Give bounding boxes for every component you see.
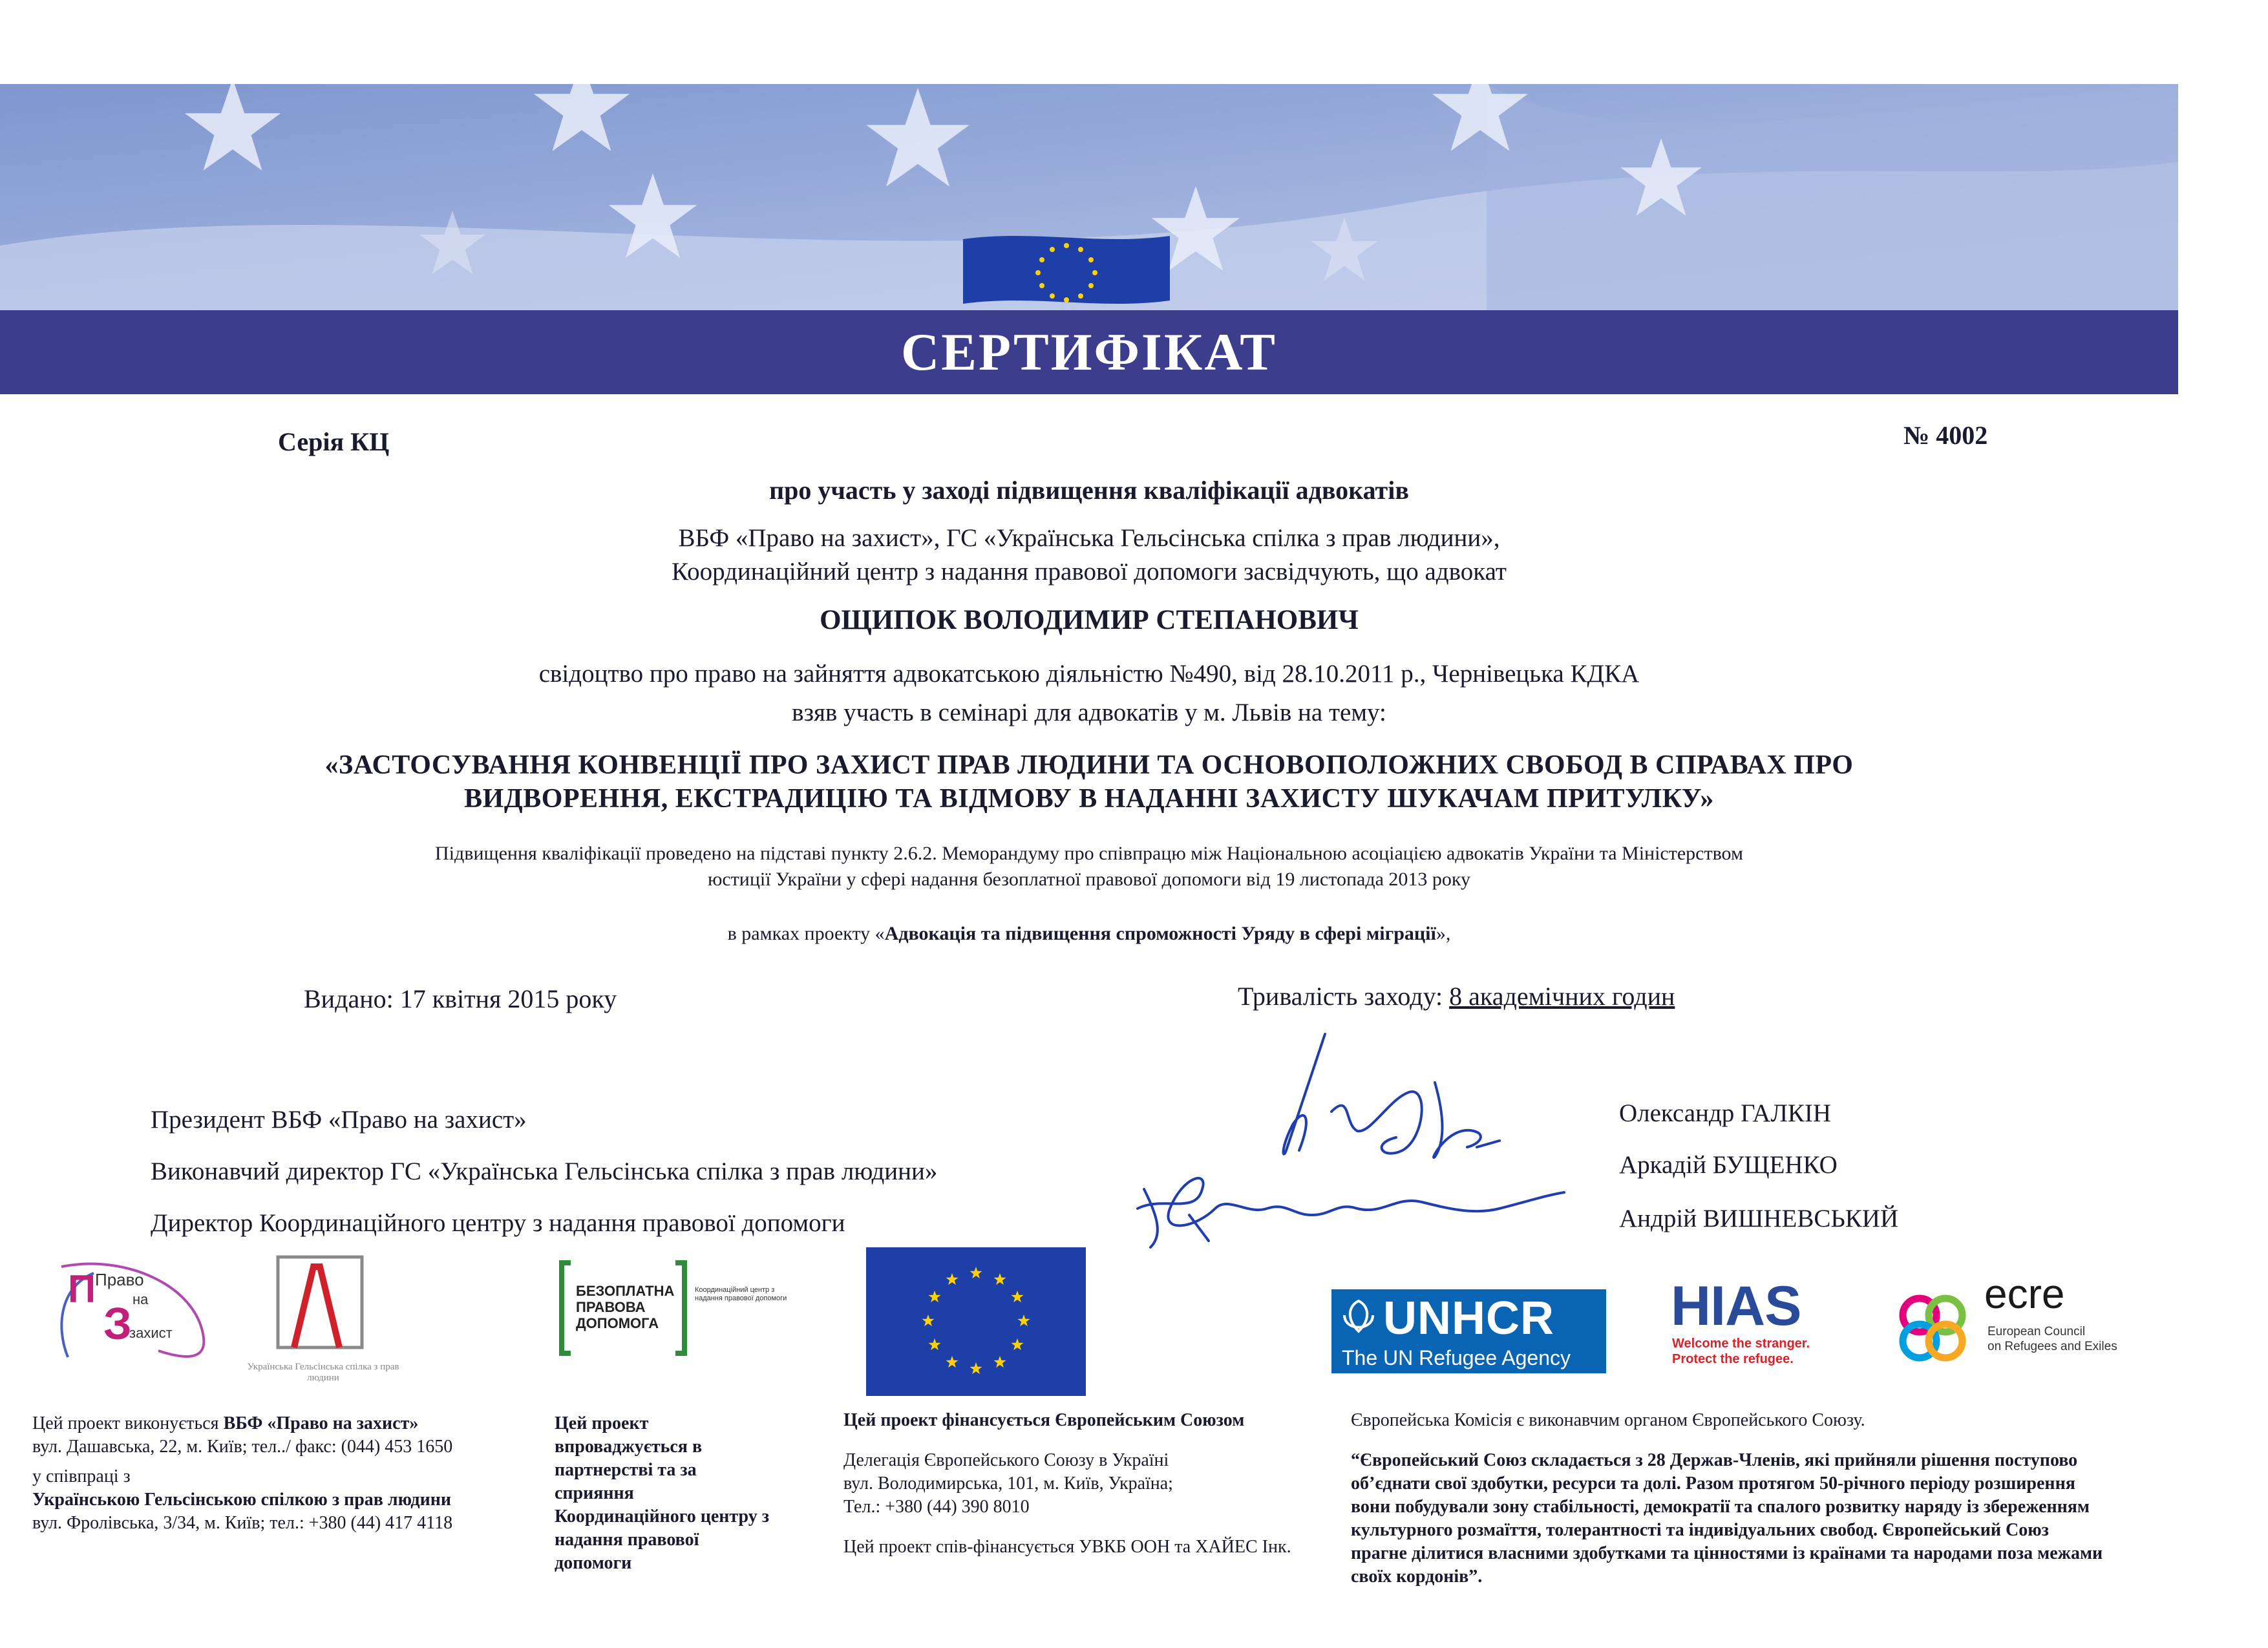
legal-aid-bracket-left-icon — [559, 1260, 571, 1356]
footer-col1-cooperation: у співпраці з — [32, 1466, 131, 1486]
license-info: свідоцтво про право на зайняття адвокатською діяльністю №490, від 28.10.2011 р., Чернівецька КДКА — [538, 660, 1640, 688]
footer-col2-line: партнерстві та за — [555, 1460, 697, 1480]
banner-eu-flag-icon — [963, 236, 1170, 304]
certificate-number: № 4002 — [1903, 421, 1988, 450]
footer-col-eu-statement — [1351, 1409, 2146, 1589]
pravo-logo-line1: Право — [95, 1270, 144, 1289]
header-banner — [0, 84, 2178, 310]
ecre-sub-1: European Council — [1987, 1325, 2086, 1338]
footer-col2-line: надання правової — [555, 1530, 699, 1550]
project-prefix: в рамках проекту « — [727, 923, 885, 944]
hias-sub-2: Protect the refugee. — [1672, 1352, 1794, 1366]
signatory-name-1: Олександр ГАЛКІН — [1619, 1099, 1832, 1127]
legal-aid-bracket-right-icon — [675, 1260, 687, 1356]
duration-label: Тривалість заходу: — [1238, 982, 1450, 1011]
project-suffix: », — [1436, 923, 1451, 944]
legal-aid-side-text: Координаційний центр з надання правової допомоги — [695, 1286, 787, 1302]
footer-col2-line: Цей проект — [555, 1413, 649, 1433]
issue-date: Видано: 17 квітня 2015 року — [304, 984, 617, 1013]
footer-col2-line: сприяння — [555, 1483, 634, 1503]
topic-line-1: «ЗАСТОСУВАННЯ КОНВЕНЦІЇ ПРО ЗАХИСТ ПРАВ ЛЮДИНИ ТА ОСНОВОПОЛОЖНИХ СВОБОД В СПРАВАХ ПРО — [324, 750, 1854, 780]
hias-main-text: HIAS — [1671, 1275, 1801, 1337]
eu-flag-logo — [866, 1247, 1086, 1396]
series-label: Серія КЦ — [278, 427, 390, 456]
pravo-logo-z: З — [103, 1298, 132, 1349]
footer-col4-title: Європейська Комісія є виконавчим органом Європейського Союзу. — [1351, 1410, 1865, 1430]
project-line — [0, 923, 2178, 945]
footer-col4-line: прагне ділитися власними здобутками та цінностями із країнами та народами поза межами — [1351, 1543, 2103, 1563]
footer-col2-line: Координаційного центру з — [555, 1506, 769, 1527]
footer-col1-partner: Українською Гельсінською спілкою з прав людини — [32, 1490, 451, 1510]
hias-sub-1: Welcome the stranger. — [1672, 1336, 1810, 1351]
certificate-title: СЕРТИФІКАТ — [0, 310, 2178, 394]
pravo-logo-line2: на — [132, 1291, 149, 1307]
footer-col4-line: об’єднати свої здобутки, ресурси та долі. Разом протягом 50-річного періоду розширення — [1351, 1474, 2075, 1494]
legal-aid-title — [576, 1283, 674, 1331]
certificate-subtitle: про участь у заході підвищення кваліфікації адвокатів — [769, 476, 1409, 505]
footer-col4-line: культурного розмаїття, толерантності та індивідуальних свобод. Європейський Союз — [1351, 1520, 2049, 1540]
unhcr-main-text: UNHCR — [1383, 1293, 1554, 1344]
footer-col4-quote — [1351, 1449, 2146, 1589]
footer-col-implementer — [32, 1412, 536, 1535]
uhhru-caption: Українська Гельсінська спілка з прав людини — [247, 1362, 399, 1383]
footer-col3-line2: вул. Володимирська, 101, м. Київ, Україна; — [843, 1474, 1173, 1494]
basis-line-2: юстиції України у сфері надання безоплатної правової допомоги від 19 листопада 2013 року — [707, 869, 1471, 890]
signatory-name-3: Андрій ВИШНЕВСЬКИЙ — [1619, 1205, 1899, 1232]
footer-col1-address1: вул. Дашавська, 22, м. Київ; тел../ факс: (044) 453 1650 — [32, 1437, 453, 1457]
issuers-line-2: Координаційний центр з надання правової допомоги засвідчують, що адвокат — [672, 558, 1507, 586]
ecre-main-text: ecre — [1984, 1271, 2065, 1317]
unhcr-emblem-icon — [1339, 1296, 1378, 1341]
duration-value: 8 академічних годин — [1449, 982, 1675, 1011]
signatures-graphic — [1099, 1021, 1590, 1267]
issuers-line-1: ВБФ «Право на захист», ГС «Українська Гельсінська спілка з прав людини», — [678, 524, 1500, 552]
pravo-logo-p: П — [68, 1267, 96, 1311]
signatory-name-2: Аркадій БУЩЕНКО — [1619, 1151, 1838, 1179]
uhhru-logo — [233, 1251, 414, 1393]
footer-col3-line3: Тел.: +380 (44) 390 8010 — [843, 1497, 1030, 1517]
footer-col1-address2: вул. Фролівська, 3/34, м. Київ; тел.: +380 (44) 417 4118 — [32, 1513, 453, 1533]
legal-aid-line-1: БЕЗОПЛАТНА — [576, 1283, 675, 1299]
signatory-role-2: Виконавчий директор ГС «Українська Гельсінська спілка з прав людини» — [151, 1157, 938, 1185]
eu-stars-icon — [866, 1247, 1086, 1396]
unhcr-sub-text: The UN Refugee Agency — [1342, 1346, 1571, 1369]
recipient-name: ОЩИПОК ВОЛОДИМИР СТЕПАНОВИЧ — [820, 605, 1359, 635]
topic-line-2: ВИДВОРЕННЯ, ЕКСТРАДИЦІЮ ТА ВІДМОВУ В НАДАННІ ЗАХИСТУ ШУКАЧАМ ПРИТУЛКУ» — [464, 784, 1714, 814]
footer-col3-line4: Цей проект спів-фінансується УВКБ ООН та ХАЙЕС Інк. — [843, 1537, 1291, 1557]
legal-aid-line-2: ПРАВОВА — [576, 1299, 646, 1315]
footer-col2-line: допомоги — [555, 1553, 632, 1573]
footer-col-partnership — [555, 1412, 813, 1575]
ecre-rings-icon — [1891, 1286, 1975, 1370]
duration — [1238, 981, 1675, 1011]
footer-col3-line1: Делегація Європейського Союзу в Україні — [843, 1450, 1169, 1470]
footer-col4-line: своїх кордонів”. — [1351, 1567, 1483, 1587]
ecre-sub-2: on Refugees and Exiles — [1987, 1340, 2117, 1353]
project-name: Адвокація та підвищення спроможності Уряду в сфері міграції — [884, 923, 1436, 944]
footer-col1-prefix: Цей проект виконується — [32, 1413, 224, 1433]
pravo-logo-line3: захист — [129, 1325, 173, 1341]
hias-logo — [1671, 1275, 1839, 1370]
footer-col-funding — [843, 1409, 1335, 1559]
ecre-logo — [1891, 1271, 2136, 1373]
free-legal-aid-logo — [559, 1260, 805, 1357]
banner-stars-graphic — [0, 84, 2178, 310]
footer-col1-org: ВБФ «Право на захист» — [223, 1413, 419, 1433]
footer-col2-line: впроваджується в — [555, 1437, 703, 1457]
pravo-na-zakhyst-logo — [48, 1260, 217, 1364]
legal-aid-line-3: ДОПОМОГА — [576, 1315, 659, 1331]
basis-line-1: Підвищення кваліфікації проведено на підставі пункту 2.6.2. Меморандуму про співпрацю між Національною асоціацією адвокатів України та Міністерством — [435, 843, 1743, 864]
footer-col4-line: “Європейський Союз складається з 28 Держав-Членів, які прийняли рішення поступово — [1351, 1450, 2078, 1470]
footer-col4-line: вони побудували зону стабільності, демократії та спалого розвитку наряду із збереженням — [1351, 1497, 2090, 1517]
participation-text: взяв участь в семінарі для адвокатів у м. Львів на тему: — [792, 699, 1386, 726]
footer-col3-title: Цей проект фінансується Європейським Союзом — [843, 1410, 1245, 1430]
signatory-role-3: Директор Координаційного центру з надання правової допомоги — [151, 1209, 845, 1237]
unhcr-logo — [1331, 1289, 1606, 1373]
signatory-role-1: Президент ВБФ «Право на захист» — [151, 1106, 527, 1134]
uhhru-logo-icon — [233, 1251, 414, 1360]
